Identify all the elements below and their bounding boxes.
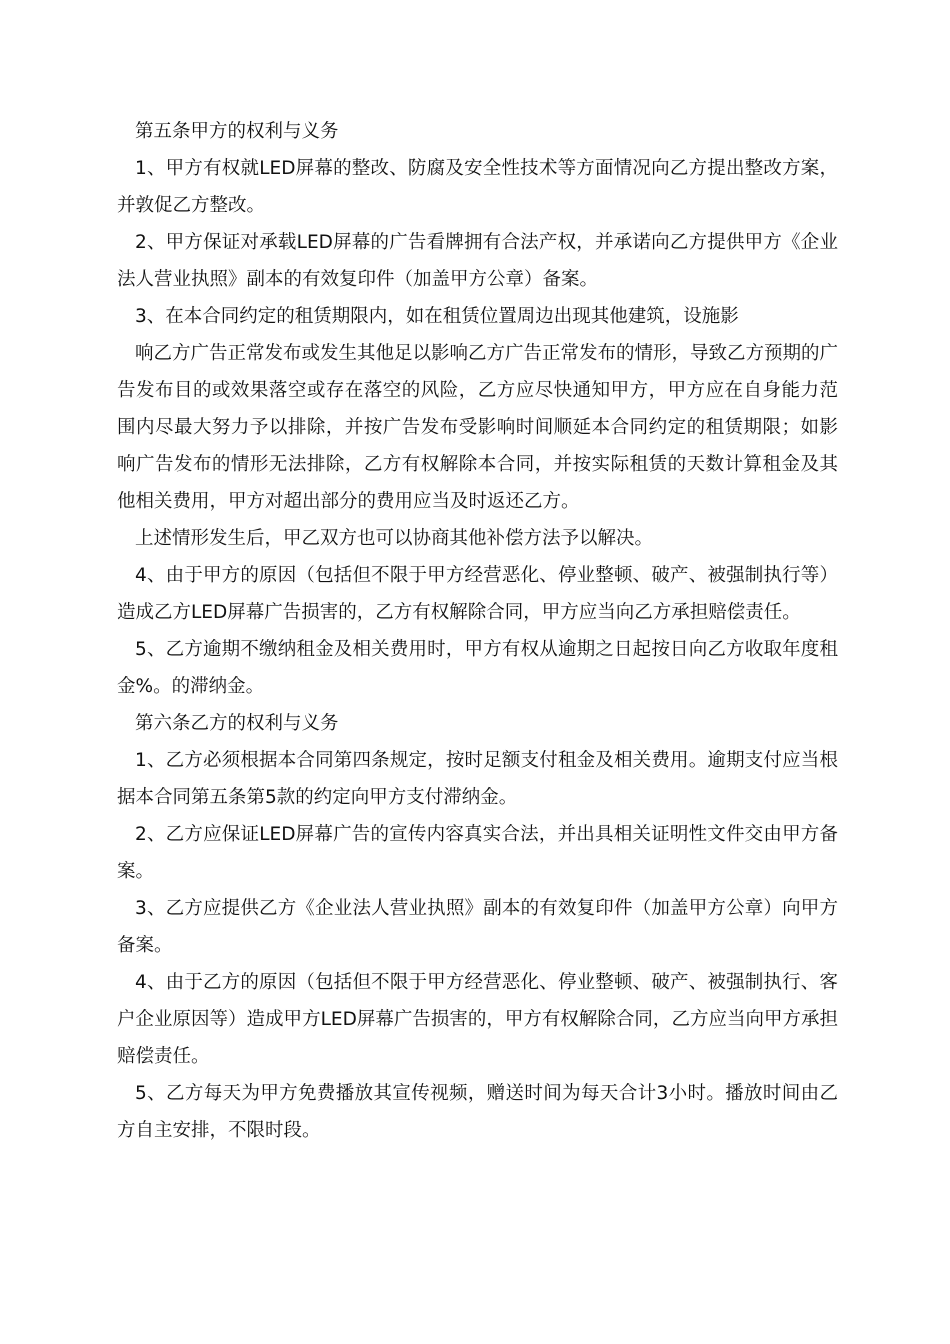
article-5-clause-1: 1、甲方有权就LED屏幕的整改、防腐及安全性技术等方面情况向乙方提出整改方案，并敦促乙方整改。 bbox=[117, 158, 838, 216]
article-6-clause-5: 5、乙方每天为甲方免费播放其宣传视频，赠送时间为每天合计3小时。播放时间由乙方自主安排，不限时段。 bbox=[117, 1083, 838, 1141]
article-5-clause-4: 4、由于甲方的原因（包括但不限于甲方经营恶化、停业整顿、破产、被强制执行等）造成乙方LED屏幕广告损害的，乙方有权解除合同，甲方应当向乙方承担赔偿责任。 bbox=[117, 565, 838, 623]
article-5-clause-2: 2、甲方保证对承载LED屏幕的广告看牌拥有合法产权，并承诺向乙方提供甲方《企业法人营业执照》副本的有效复印件（加盖甲方公章）备案。 bbox=[117, 232, 838, 290]
article-6-clause-3: 3、乙方应提供乙方《企业法人营业执照》副本的有效复印件（加盖甲方公章）向甲方备案。 bbox=[117, 898, 838, 956]
article-5-clause-3-line-1: 3、在本合同约定的租赁期限内，如在租赁位置周边出现其他建筑，设施影 bbox=[135, 306, 739, 327]
article-5-clause-3-note: 上述情形发生后，甲乙双方也可以协商其他补偿方法予以解决。 bbox=[135, 528, 654, 549]
article-5-clause-3-body: 响乙方广告正常发布或发生其他足以影响乙方广告正常发布的情形，导致乙方预期的广告发布目的或效果落空或存在落空的风险，乙方应尽快通知甲方，甲方应在自身能力范围内尽最大努力予以排除，并按广告发布受影响时间顺延本合同约定的租赁期限；如影响广告发布的情形无法排除，乙方有权解除本合同，并按实际租赁的天数计算租金及其他相关费用，甲方对超出部分的费用应当及时返还乙方。 bbox=[117, 343, 839, 512]
article-5-title: 第五条甲方的权利与义务 bbox=[135, 121, 339, 142]
article-5-clause-5: 5、乙方逾期不缴纳租金及相关费用时，甲方有权从逾期之日起按日向乙方收取年度租金%。的滞纳金。 bbox=[117, 639, 838, 697]
article-6-clause-4: 4、由于乙方的原因（包括但不限于甲方经营恶化、停业整顿、破产、被强制执行、客户企业原因等）造成甲方LED屏幕广告损害的，甲方有权解除合同，乙方应当向甲方承担赔偿责任。 bbox=[117, 972, 838, 1067]
article-6-title: 第六条乙方的权利与义务 bbox=[135, 713, 339, 734]
article-6-clause-2: 2、乙方应保证LED屏幕广告的宣传内容真实合法，并出具相关证明性文件交由甲方备案。 bbox=[117, 824, 838, 882]
article-6-clause-1: 1、乙方必须根据本合同第四条规定，按时足额支付租金及相关费用。逾期支付应当根据本合同第五条第5款的约定向甲方支付滞纳金。 bbox=[117, 750, 838, 808]
